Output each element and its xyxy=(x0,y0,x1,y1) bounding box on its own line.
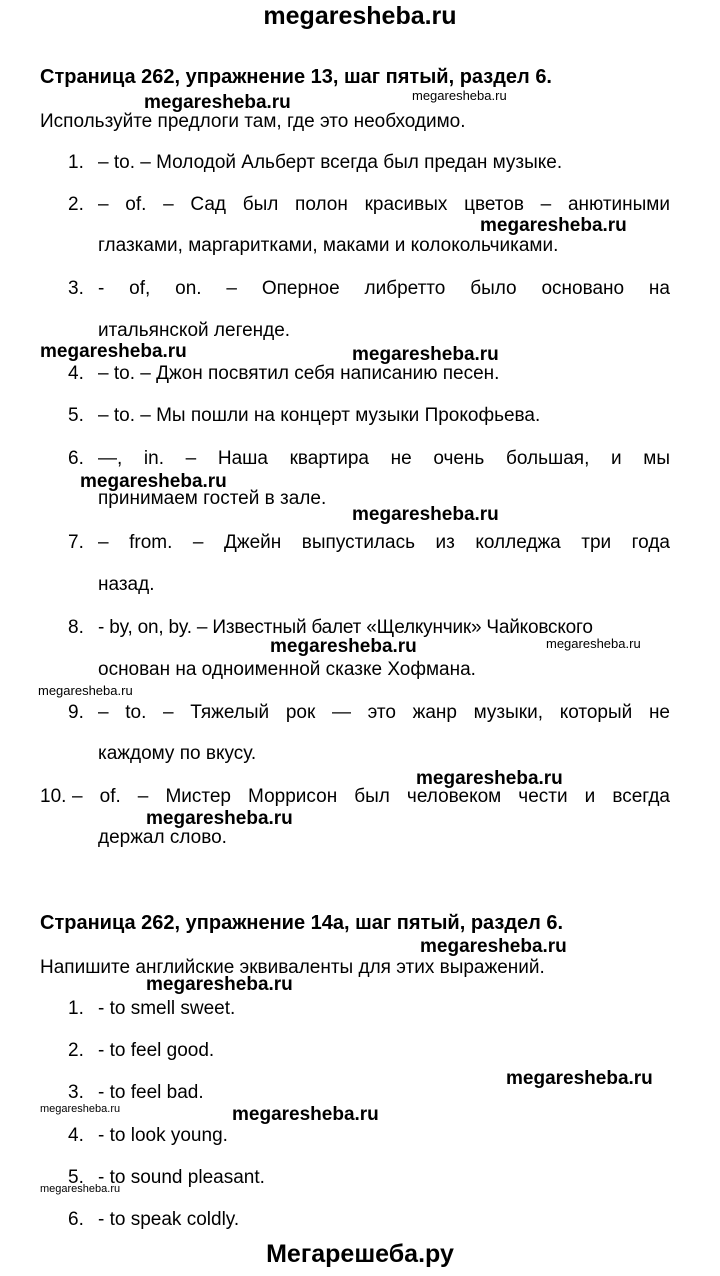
item-number: 9. xyxy=(68,702,84,723)
item-text: - to feel good. xyxy=(98,1040,215,1061)
item-number: 7. xyxy=(68,532,84,553)
item-text: – to. – Джон посвятил себя написанию песен. xyxy=(98,363,500,384)
watermark: megaresheba.ru xyxy=(270,636,417,657)
item-number: 1. xyxy=(68,998,84,1019)
item-text-continued: принимаем гостей в зале. xyxy=(98,488,327,509)
item-text: - by, on, by. – Известный балет «Щелкунчик» Чайковского xyxy=(98,617,593,638)
item-text: - of, on. – Оперное либретто было основано на xyxy=(98,278,670,299)
item-number: 4. xyxy=(68,363,84,384)
item-text-continued: основан на одноименной сказке Хофмана. xyxy=(98,659,476,680)
watermark: megaresheba.ru xyxy=(40,1103,121,1115)
item-text-continued: глазками, маргаритками, маками и колокольчиками. xyxy=(98,235,559,256)
item-number: 1. xyxy=(68,152,84,173)
watermark: megaresheba.ru xyxy=(40,1183,121,1195)
watermark: megaresheba.ru xyxy=(352,504,499,525)
item-text-continued: каждому по вкусу. xyxy=(98,743,257,764)
watermark: megaresheba.ru xyxy=(546,636,641,651)
watermark: megaresheba.ru xyxy=(80,471,227,492)
watermark: megaresheba.ru xyxy=(146,808,293,829)
watermark: megaresheba.ru xyxy=(352,344,499,365)
instruction-14a: Напишите английские эквиваленты для этих выражений. xyxy=(40,957,545,978)
watermark: megaresheba.ru xyxy=(420,936,567,957)
item-text: – to. – Молодой Альберт всегда был предан музыке. xyxy=(98,152,563,173)
item-text: – of. – Мистер Моррисон был человеком чести и всегда xyxy=(72,786,670,807)
watermark: megaresheba.ru xyxy=(146,974,293,995)
watermark: megaresheba.ru xyxy=(412,88,507,103)
watermark: megaresheba.ru xyxy=(38,683,133,698)
item-text: - to feel bad. xyxy=(98,1082,204,1103)
item-text-continued: назад. xyxy=(98,574,155,595)
section-title-14a: Страница 262, упражнение 14а, шаг пятый, раздел 6. xyxy=(40,912,564,934)
item-text: - to speak coldly. xyxy=(98,1209,240,1230)
item-text: – of. – Сад был полон красивых цветов – анютиными xyxy=(98,194,670,215)
item-number: 2. xyxy=(68,1040,84,1061)
item-number: 3. xyxy=(68,1082,84,1103)
instruction-13: Используйте предлоги там, где это необходимо. xyxy=(40,111,466,132)
item-number: 3. xyxy=(68,278,84,299)
item-text: - to look young. xyxy=(98,1125,228,1146)
item-number: 2. xyxy=(68,194,84,215)
item-text-continued: итальянской легенде. xyxy=(98,320,291,341)
item-text-continued: держал слово. xyxy=(98,827,227,848)
item-number: 4. xyxy=(68,1125,84,1146)
item-text: - to smell sweet. xyxy=(98,998,236,1019)
watermark: megaresheba.ru xyxy=(232,1104,379,1125)
watermark: megaresheba.ru xyxy=(480,215,627,236)
item-number: 6. xyxy=(68,1209,84,1230)
watermark: megaresheba.ru xyxy=(144,92,291,113)
item-number: 6. xyxy=(68,448,84,469)
item-text: – to. – Тяжелый рок — это жанр музыки, который не xyxy=(98,702,670,723)
item-number: 8. xyxy=(68,617,84,638)
site-header: megaresheba.ru xyxy=(263,2,457,30)
item-text: – from. – Джейн выпустилась из колледжа три года xyxy=(98,532,670,553)
item-text: – to. – Мы пошли на концерт музыки Прокофьева. xyxy=(98,405,541,426)
watermark: megaresheba.ru xyxy=(506,1068,653,1089)
item-text: —, in. – Наша квартира не очень большая, и мы xyxy=(98,448,670,469)
watermark: megaresheba.ru xyxy=(40,341,187,362)
item-number: 5. xyxy=(68,405,84,426)
watermark: megaresheba.ru xyxy=(416,768,563,789)
item-text: - to sound pleasant. xyxy=(98,1167,265,1188)
section-title-13: Страница 262, упражнение 13, шаг пятый, раздел 6. xyxy=(40,66,552,88)
site-footer: Мегарешеба.ру xyxy=(266,1240,454,1268)
item-number: 10. xyxy=(40,786,67,807)
item-number: 5. xyxy=(68,1167,84,1188)
